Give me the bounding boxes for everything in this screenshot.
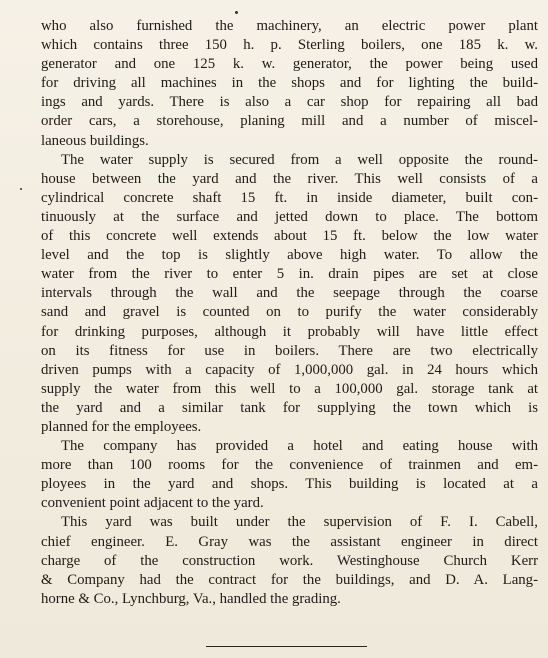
text-line: tinuously at the surface and jetted down to place. The bottom [41, 208, 538, 225]
text-line: horne & Co., Lynchburg, Va., handled the grading. [41, 590, 341, 607]
text-line: cylindrical concrete shaft 15 ft. in inside diameter, built con- [41, 189, 538, 206]
text-line: who also furnished the machinery, an electric power plant [41, 18, 538, 34]
text-line: of this concrete well extends about 15 ft. below the low water [41, 228, 538, 245]
text-line: planned for the employees. [41, 418, 202, 435]
text-line: for drinking purposes, although it probably will have little effect [41, 323, 538, 340]
body-text [41, 17, 538, 609]
text-line: supply the water from this well to a 100,000 gal. storage tank at [41, 380, 538, 397]
text-line: driven pumps with a capacity of 1,000,000 gal. in 24 hours which [41, 361, 538, 378]
text-line: ings and yards. There is also a car shop for repairing all bad [41, 94, 538, 111]
text-line: intervals through the wall and the seepage through the coarse [41, 285, 538, 302]
text-line: ployees in the yard and shops. This building is located at a [41, 476, 538, 493]
text-line: for driving all machines in the shops and for lighting the build- [41, 75, 538, 92]
text-line: generator and one 125 k. w. generator, the power being used [41, 56, 538, 73]
text-line: chief engineer. E. Gray was the assistant engineer in direct [41, 533, 538, 550]
paragraph-start-line: The company has provided a hotel and eating house with [61, 438, 538, 455]
text-line: house between the yard and the river. This well consists of a [41, 170, 538, 187]
text-line: order cars, a storehouse, planing mill and a number of miscel- [41, 113, 538, 130]
text-line: which contains three 150 h. p. Sterling boilers, one 185 k. w. [41, 37, 538, 54]
text-line: sand and gravel is counted on to purify the water considerably [41, 304, 538, 321]
print-speck [235, 11, 238, 14]
text-line: laneous buildings. [41, 132, 149, 149]
text-line: the yard and a similar tank for supplying the town which is [41, 399, 538, 416]
paragraph-start-line: This yard was built under the supervision of F. I. Cabell, [61, 514, 538, 531]
print-speck [20, 188, 22, 190]
text-line: more than 100 rooms for the convenience of trainmen and em- [41, 457, 538, 474]
text-line: water from the river to enter 5 in. drain pipes are set at close [41, 266, 538, 283]
text-line: on its fitness for use in boilers. There are two electrically [41, 342, 538, 359]
text-line: & Company had the contract for the buildings, and D. A. Lang- [41, 571, 538, 588]
text-line: convenient point adjacent to the yard. [41, 495, 264, 512]
text-line: charge of the construction work. Westinghouse Church Kerr [41, 552, 538, 569]
text-line: level and the top is slightly above high water. To allow the [41, 247, 538, 264]
paragraph-start-line: The water supply is secured from a well opposite the round- [61, 151, 538, 168]
section-divider-rule [206, 646, 367, 647]
